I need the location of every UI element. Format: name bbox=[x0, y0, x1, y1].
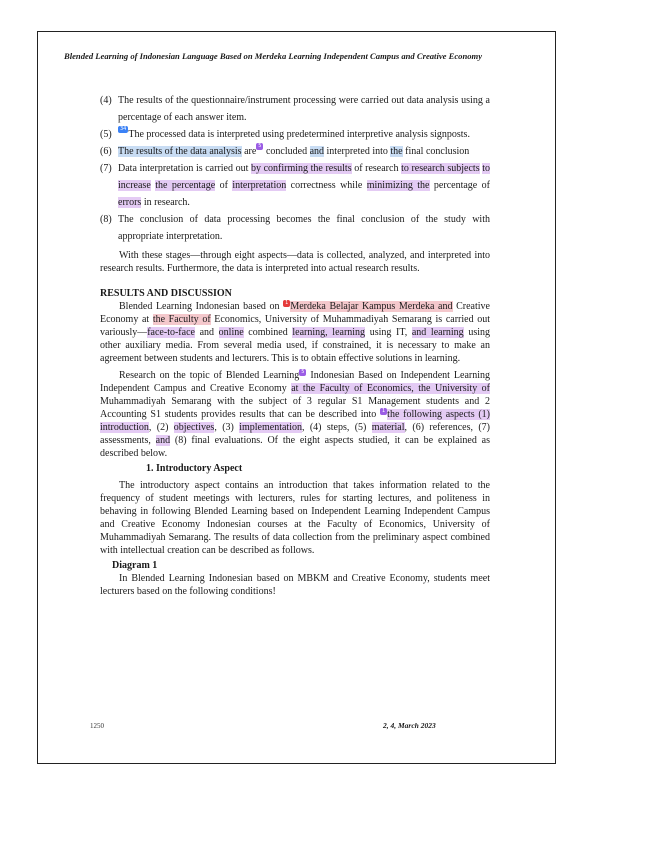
highlight[interactable]: and bbox=[309, 146, 325, 157]
annotation-badge[interactable]: 5 bbox=[258, 143, 262, 149]
issue-info: 2, 4, March 2023 bbox=[383, 721, 436, 730]
highlight[interactable]: learning, learning bbox=[292, 327, 366, 338]
list-item-5: (5) 34 The processed data is interpreted using predetermined interpretive analysis signposts. bbox=[100, 126, 470, 140]
highlight[interactable]: The results of the data analysis bbox=[118, 146, 242, 157]
highlight[interactable]: by confirming the results bbox=[251, 163, 352, 174]
highlight[interactable]: face-to-face bbox=[147, 327, 195, 338]
diagram-heading: Diagram 1 bbox=[112, 560, 158, 571]
list-item-4: (4) The results of the questionnaire/instrument processing were carried out data analysis using a percentage of each answer item. bbox=[100, 95, 490, 123]
highlight[interactable]: implementation bbox=[239, 422, 302, 433]
diagram-paragraph: In Blended Learning Indonesian based on MBKM and Creative Economy, students meet lecturers based on the following conditions! bbox=[100, 573, 490, 597]
section-heading: RESULTS AND DISCUSSION bbox=[100, 288, 232, 299]
highlight[interactable]: to research subjects bbox=[401, 163, 480, 174]
highlight[interactable]: online bbox=[218, 327, 244, 338]
list-item-7: (7) Data interpretation is carried out by confirming the results of research to research subjects to increase the percentage of interpretation correctness while minimizing the percentage of errors in research. bbox=[100, 163, 490, 208]
highlight[interactable]: the Faculty of bbox=[152, 314, 211, 325]
summary-paragraph: With these stages—through eight aspects—data is collected, analyzed, and interpreted into research results. Furthermore, the data is interpreted into actual research results. bbox=[100, 250, 490, 274]
annotation-badge[interactable]: 34 bbox=[120, 126, 127, 132]
highlight[interactable]: to increase bbox=[118, 163, 490, 191]
highlight[interactable]: the following aspects (1) introduction bbox=[100, 409, 490, 433]
highlight[interactable]: minimizing the bbox=[366, 180, 430, 191]
highlight[interactable]: objectives bbox=[173, 422, 215, 433]
running-header: Blended Learning of Indonesian Language Based on Merdeka Learning Independent Campus and Creative Economy bbox=[64, 51, 483, 61]
highlight[interactable]: the bbox=[390, 146, 403, 157]
results-paragraph-2: Research on the topic of Blended Learning 5 Indonesian Based on Independent Learning Independent Campus and Creative Economy at the Faculty of Economics, the University of Muhammadiyah Semarang with the subject of 3 regular S1 Management students and 2 Accounting S1 students provides results that can be described into 1 the following aspects (1) introduction, (2) objectives, (3) implementation, (4) steps, (5) material, (6) references, (7) assessments, and (8) final evaluations. Of the eight aspects studied, it can be explained as described below. bbox=[100, 369, 490, 459]
annotation-badge[interactable]: 5 bbox=[301, 369, 305, 375]
highlight[interactable]: at the Faculty of Economics, the University of bbox=[291, 383, 490, 394]
highlight[interactable]: Merdeka Belajar Kampus Merdeka and bbox=[290, 301, 453, 312]
results-paragraph-1: Blended Learning Indonesian based on 1 Merdeka Belajar Kampus Merdeka and Creative Economy at the Faculty of Economics, University of Muhammadiyah Semarang is carried out variously—face-to-face and online combined learning, learning using IT, and learning using other auxiliary media. From several media used, if constrained, it is necessary to make an agreement between students and lecturers. This is to obtain effective solutions in learning. bbox=[100, 300, 490, 364]
highlight[interactable]: interpretation bbox=[232, 180, 287, 191]
list-item-6: (6) The results of the data analysis are 5 concluded and interpreted into the final conclusion bbox=[100, 143, 470, 157]
highlight[interactable]: and bbox=[155, 435, 171, 446]
highlight[interactable]: the percentage bbox=[155, 180, 216, 191]
introductory-paragraph: The introductory aspect contains an introduction that takes information related to the frequency of student meetings with lecturers, rules for starting lectures, and politeness in behaving in following Blended Learning based on Independent Learning Independent Campus and Creative Economy Indonesian courses at the Faculty of Economics, University of Muhammadiyah Semarang. The results of data collection from the preliminary aspect combined with intellectual creation can be described as follows. bbox=[100, 480, 490, 556]
highlight[interactable]: errors bbox=[118, 197, 142, 208]
page-number: 1250 bbox=[90, 722, 104, 730]
annotation-badge[interactable]: 1 bbox=[285, 300, 289, 306]
highlight[interactable]: and learning bbox=[411, 327, 464, 338]
page-content bbox=[100, 92, 490, 598]
highlight[interactable]: material bbox=[371, 422, 405, 433]
subsection-heading: 1. Introductory Aspect bbox=[146, 463, 243, 474]
list-item-8: (8) The conclusion of data processing becomes the final conclusion of the study with appropriate interpretation. bbox=[100, 214, 490, 242]
annotation-badge[interactable]: 1 bbox=[381, 408, 386, 414]
